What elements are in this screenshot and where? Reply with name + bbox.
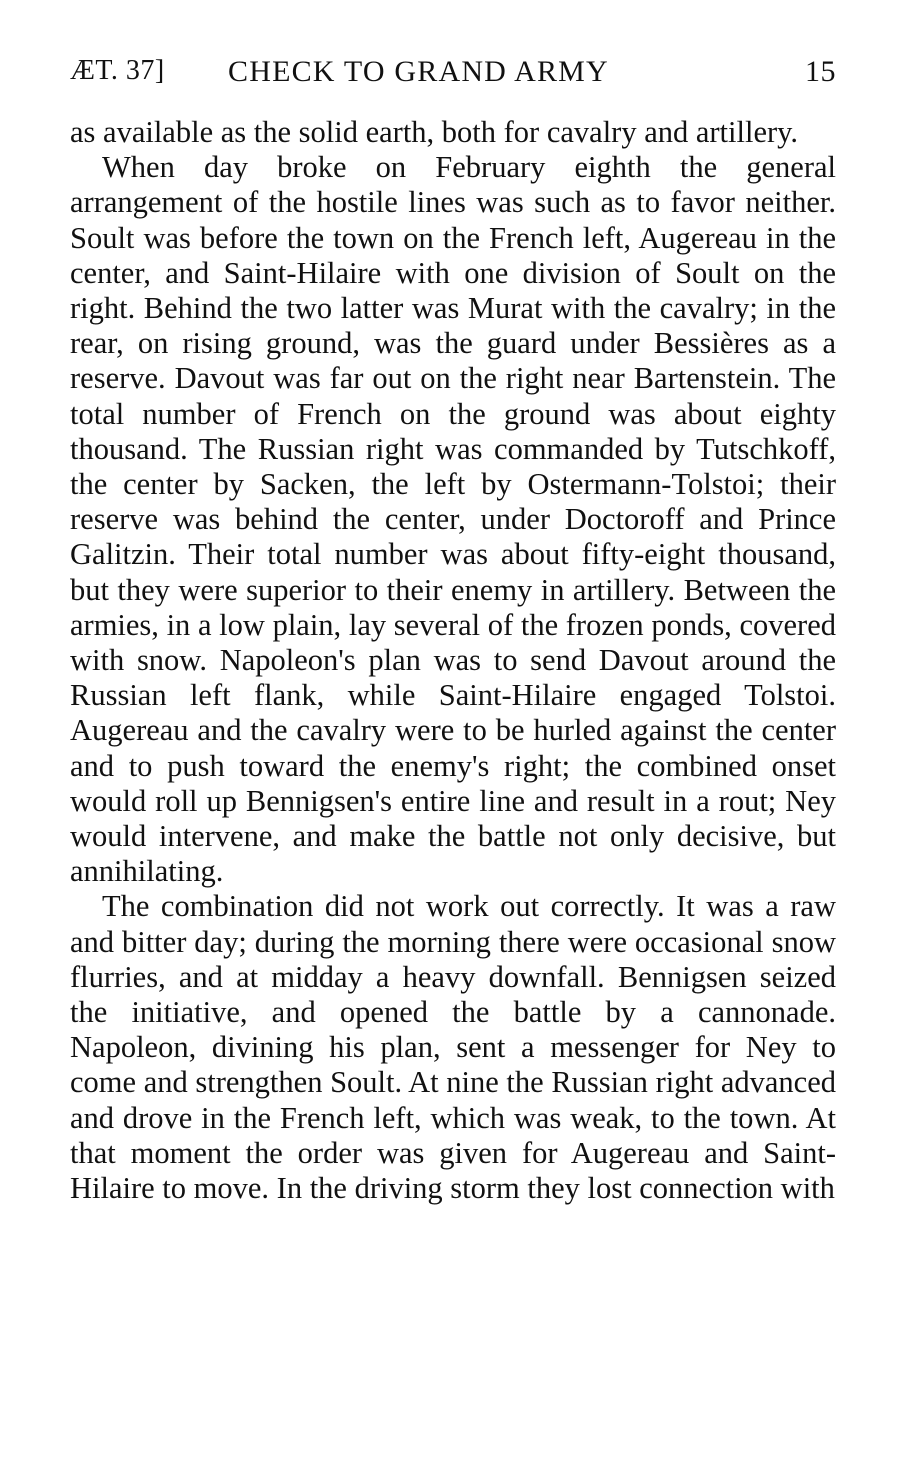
paragraph-1: as available as the solid earth, both for cavalry and artillery. [70,115,799,149]
running-head [70,55,836,95]
page-title: CHECK TO GRAND ARMY [228,55,609,88]
paragraph-2: When day broke on February eighth the general arrangement of the hostile lines was such as to favor neither. Soult was before the town on the French left, Augereau in the center, and Saint-Hilaire with one division of Soult on the right. Behind the two latter was Murat with the cavalry; in the rear, on rising ground, was the guard under Bessières as a reserve. Davout was far out on the right near Bartenstein. The total number of French on the ground was about eighty thousand. The Russian right was commanded by Tutschkoff, the center by Sacken, the left by Ostermann-Tolstoi; their reserve was behind the center, under Doctoroff and Prince Galitzin. Their total number was about fifty-eight thousand, but they were superior to their enemy in artillery. Between the armies, in a low plain, lay several of the frozen ponds, covered with snow. Napoleon's plan was to send Davout around the Russian left flank, while Saint-Hilaire engaged Tolstoi. Augereau and the cavalry were to be hurled against the center and to push toward the enemy's right; the combined onset would roll up Bennigsen's entire line and result in a rout; Ney would intervene, and make the battle not only decisive, but annihilating. [70,150,836,889]
header-age-marker: ÆT. 37] [70,55,165,86]
body-text [70,115,836,1206]
paragraph-3: The combination did not work out correctly. It was a raw and bitter day; during the morning there were occasional snow flurries, and at midday a heavy downfall. Bennigsen seized the initiative, and opened the battle by a cannonade. Napoleon, divining his plan, sent a messenger for Ney to come and strengthen Soult. At nine the Russian right advanced and drove in the French left, which was weak, to the town. At that moment the order was given for Augereau and Saint-Hilaire to move. In the driving storm they lost connection with [70,889,836,1206]
page-number: 15 [805,55,836,88]
